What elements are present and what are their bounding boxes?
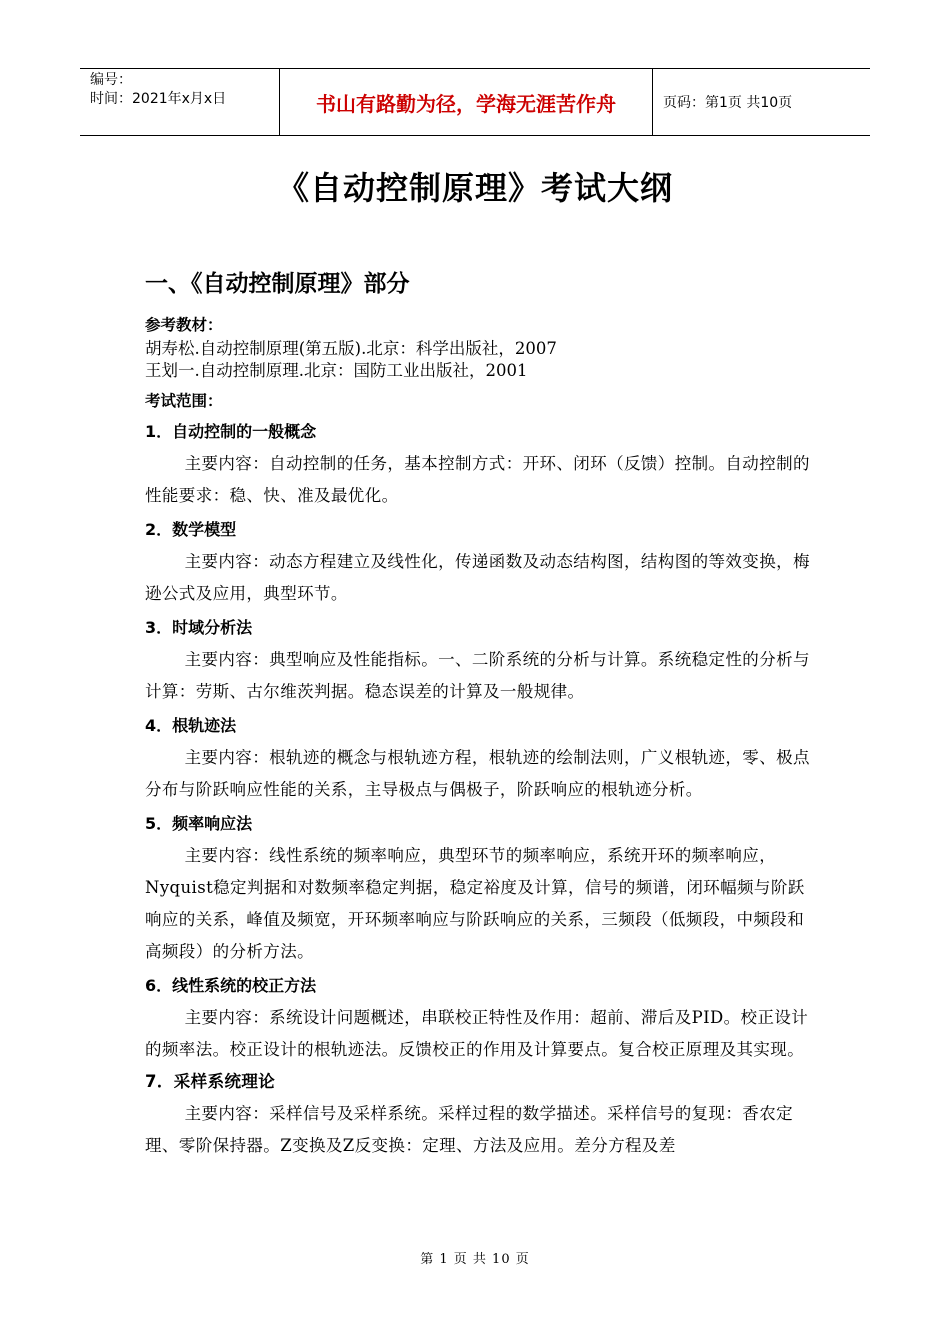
topic-heading-4: 4．根轨迹法: [145, 716, 237, 735]
document-body: [145, 268, 810, 1162]
topic-heading-3: 3．时域分析法: [145, 618, 253, 637]
topic-heading-7: 7．采样系统理论: [145, 1072, 276, 1091]
reference-1: 胡寿松.自动控制原理(第五版).北京：科学出版社，2007: [145, 339, 557, 358]
topic-content-1: 主要内容：自动控制的任务，基本控制方式：开环、闭环（反馈）控制。自动控制的性能要求：稳、快、准及最优化。: [145, 454, 810, 505]
topic-content-3: 主要内容：典型响应及性能指标。一、二阶系统的分析与计算。系统稳定性的分析与计算：劳斯、古尔维茨判据。稳态误差的计算及一般规律。: [145, 650, 810, 701]
topic-heading-1: 1．自动控制的一般概念: [145, 422, 317, 441]
header-table: [80, 68, 870, 136]
topic-content-4: 主要内容：根轨迹的概念与根轨迹方程，根轨迹的绘制法则，广义根轨迹，零、极点分布与阶跃响应性能的关系，主导极点与偶极子，阶跃响应的根轨迹分析。: [145, 748, 810, 799]
topic-heading-2: 2．数学模型: [145, 520, 237, 539]
topic-heading-6: 6．线性系统的校正方法: [145, 976, 317, 995]
scope-label: 考试范围：: [145, 392, 223, 410]
serial-label: 编号：: [90, 72, 132, 88]
topic-content-2: 主要内容：动态方程建立及线性化，传递函数及动态结构图，结构图的等效变换，梅逊公式及应用，典型环节。: [145, 552, 810, 603]
topic-heading-5: 5．频率响应法: [145, 814, 253, 833]
document-title: 《自动控制原理》考试大纲: [276, 169, 673, 207]
motto: 书山有路勤为径，学海无涯苦作舟: [280, 69, 653, 135]
page-footer: 第 1 页 共 10 页: [420, 1252, 530, 1267]
reference-label: 参考教材：: [145, 316, 223, 334]
header-left-cell: [80, 69, 280, 135]
topic-content-6: [145, 1002, 810, 1098]
page-info: 页码：第1页 共10页: [663, 95, 793, 111]
date-label: 时间：2021年x月x日: [90, 91, 227, 107]
topic-content-7: 主要内容：采样信号及采样系统。采样过程的数学描述。采样信号的复现：香农定理、零阶保持器。Z变换及Z反变换：定理、方法及应用。差分方程及差: [145, 1104, 793, 1155]
reference-2: 王划一.自动控制原理.北京：国防工业出版社，2001: [145, 361, 528, 380]
topic-content-5: 主要内容：线性系统的频率响应，典型环节的频率响应，系统开环的频率响应，Nyquist稳定判据和对数频率稳定判据，稳定裕度及计算，信号的频谱，闭环幅频与阶跃响应的关系，峰值及频宽，开环频率响应与阶跃响应的关系，三频段（低频段，中频段和高频段）的分析方法。: [145, 846, 805, 961]
topic-content-6-text: 主要内容：系统设计问题概述，串联校正特性及作用：超前、滞后及PID。校正设计的频率法。校正设计的根轨迹法。反馈校正的作用及计算要点。复合校正原理及其实现。: [145, 1008, 809, 1059]
section-title: 一、《自动控制原理》部分: [145, 271, 410, 297]
